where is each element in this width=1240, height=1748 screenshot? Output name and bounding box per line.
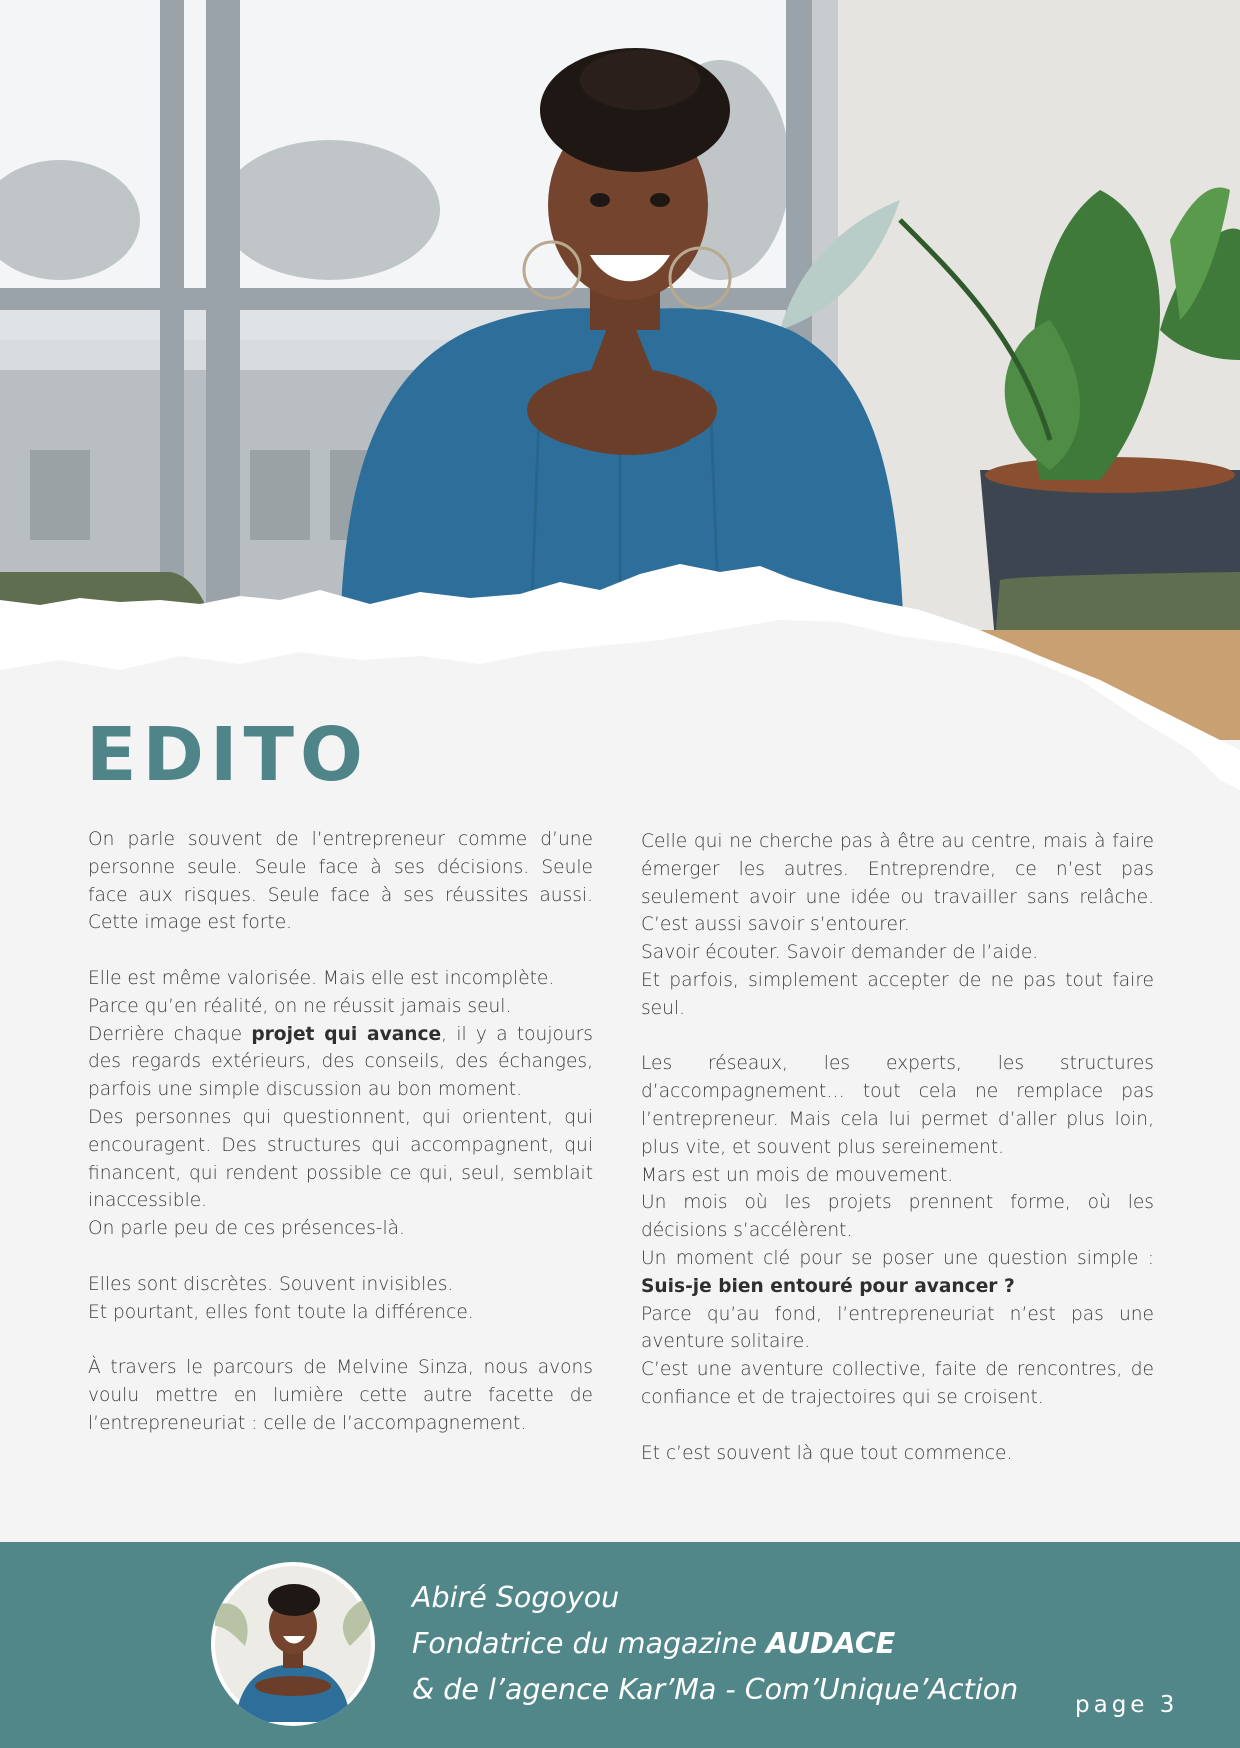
magazine-name: AUDACE — [766, 1627, 896, 1660]
paragraph: Elle est même valorisée. Mais elle est incomplète. — [88, 967, 555, 989]
paragraph: C’est une aventure collective, faite de rencontres, de confiance et de trajectoires qui se croisent. — [641, 1359, 1154, 1408]
paragraph: Elles sont discrètes. Souvent invisibles. — [88, 1273, 454, 1295]
paragraph: Un mois où les projets prennent forme, où les décisions s’accélèrent. — [641, 1192, 1154, 1242]
paragraph: Parce qu’en réalité, on ne réussit jamais seul. — [88, 995, 512, 1017]
paragraph: Un moment clé pour se poser une question simple : Suis-je bien entouré pour avancer ? — [641, 1247, 1154, 1297]
author-role: Fondatrice du magazine AUDACE — [412, 1627, 896, 1660]
paragraph: Les réseaux, les experts, les structures d’accompagnement… tout cela ne remplace pas l’entrepreneur. Mais cela lui permet d’aller plus loin, plus vite, et souvent plus sereinement. — [641, 1053, 1154, 1158]
paragraph: Derrière chaque projet qui avance, il y a toujours des regards extérieurs, des conseils, des échanges, parfois une simple discussion au bon moment. — [88, 1023, 593, 1101]
author-avatar — [211, 1562, 375, 1726]
paragraph: Savoir écouter. Savoir demander de l’aide. — [641, 942, 1039, 964]
paragraph: Et pourtant, elles font toute la différence. — [88, 1301, 474, 1323]
paragraph: Mars est un mois de mouvement. — [641, 1164, 954, 1186]
avatar-portrait — [215, 1566, 371, 1722]
article-left-column — [88, 826, 593, 1438]
paragraph: Celle qui ne cherche pas à être au centre, mais à faire émerger les autres. Entreprendre, ce n’est pas seulement avoir une idée ou travailler sans relâche. C’est aussi savoir s’entourer. — [641, 831, 1154, 936]
emphasis: projet qui avance — [251, 1023, 442, 1045]
paragraph: Parce qu’au fond, l’entrepreneuriat n’est pas une aventure solitaire. — [641, 1303, 1154, 1353]
page-title: EDITO — [86, 712, 369, 798]
paragraph: On parle peu de ces présences-là. — [88, 1218, 405, 1240]
emphasis: Suis-je bien entouré pour avancer ? — [641, 1275, 1015, 1297]
paragraph: Et parfois, simplement accepter de ne pas tout faire seul. — [641, 969, 1154, 1019]
paragraph: Des personnes qui questionnent, qui orientent, qui encouragent. Des structures qui accompagnent, qui financent, qui rendent possible ce qui, seul, semblait inaccessible. — [88, 1106, 593, 1212]
article-right-column — [641, 828, 1154, 1467]
author-name: Abiré Sogoyou — [412, 1581, 620, 1614]
paragraph: À travers le parcours de Melvine Sinza, nous avons voulu mettre en lumière cette autre facette de l’entrepreneuriat : celle de l’accompagnement. — [88, 1357, 593, 1434]
page-number: page 3 — [1075, 1692, 1179, 1718]
paragraph: On parle souvent de l’entrepreneur comme d’une personne seule. Seule face à ses décisions. Seule face aux risques. Seule face à ses réussites aussi. Cette image est forte. — [88, 829, 593, 934]
paragraph: Et c’est souvent là que tout commence. — [641, 1442, 1013, 1464]
author-agency: & de l’agence Kar’Ma - Com’Unique’Action — [412, 1673, 1019, 1706]
